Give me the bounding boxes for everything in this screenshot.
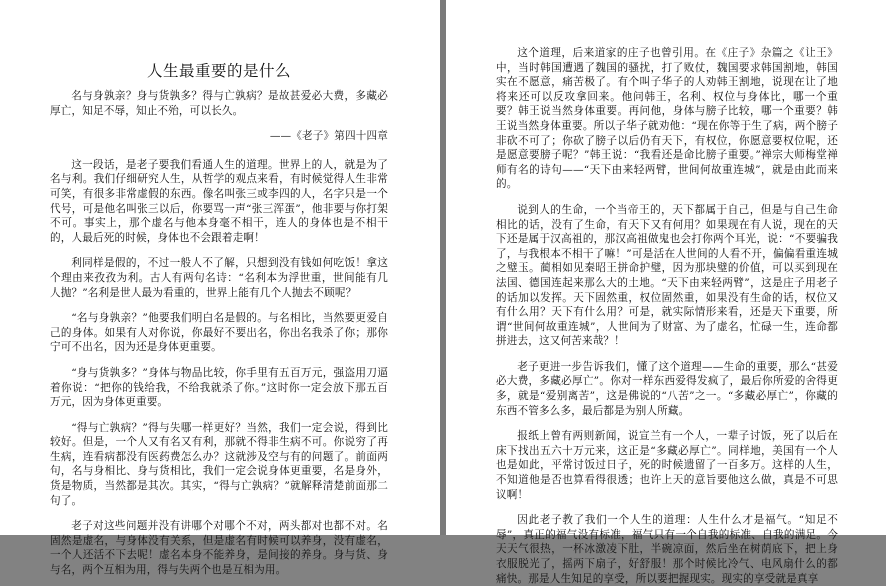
body-paragraph: 这一段话，是老子要我们看通人生的道理。世界上的人，就是为了名与利。我们仔细研究人生，从哲学的观点来看，有时候觉得人生非常可笑，有很多非常虚假的东西。像名叫张三或李四的人，名字只是一个代号，可是他名叫张三以后，你要骂一声“张三浑蛋”，他非要与你打架不可。事实上，那个虚名与他本身毫不相干，连人的身体也是不相干的，人最后死的时候，身体也不会跟着走啊！	[50, 158, 388, 244]
body-paragraph: 这个道理，后来道家的庄子也曾引用。在《庄子》杂篇之《让王》中，当时韩国遭遇了魏国的骚扰，打了败仗，魏国要求韩国割地，韩国实在不愿意，痛苦极了。有个叫子华子的人劝韩王割地，说现在让了地将来还可以反攻拿回来。他问韩王，名利、权位与身体比，哪一个重要？韩王说当然身体重要。再问他，身体与膀子比较，哪一个重要？韩王说当然身体重要。所以子华子就劝他：“现在你等于生了病，两个膀子非砍不可了；你砍了膀子以后仍有天下，有权位，你愿意要权位呢，还是愿意要膀子呢？”韩王说：“我看还是命比膀子重要。”禅宗大师梅堂禅师有名的诗句——“天下由来轻两臂，世间何故重连城”，就是由此而来的。	[496, 47, 838, 191]
left-page	[0, 0, 440, 577]
body-paragraph: 因此老子教了我们一个人生的道理：人生什么才是福气。“知足不辱”，真正的福气没有标准，福气只有一个自我的标准、自我的满足。今天天气很热，一杯冰激凌下肚，半碗凉面，然后坐在树荫底下，把上身衣服脱光了，摇两下扇子，好舒服！那个时候比冷气、电风扇什么的都痛快。那是人生知足的享受，所以要把握现实。现实的享受就是真享	[496, 514, 838, 585]
body-paragraph: 说到人的生命，一个当帝王的，天下都属于自己，但是与自己生命相比的话，没有了生命，有天下又有何用？如果现在有人说，现在的天下还是属于汉高祖的，那汉高祖做鬼也会打你两个耳光，说：“不要骗我了，与我根本不相干了嘛！”可是活在人世间的人看不开，偏偏看重连城之璧玉。蔺相如见秦昭王拼命护璧，因为那块璧的价值，可以买到现在法国、德国连起来那么大的土地。“天下由来轻两臂”，这是庄子用老子的话加以发挥。天下固然重，权位固然重，如果没有生命的话，权位又有什么用？天下有什么用？可是，就实际情形来看，还是天下重要，所谓“世间何故重连城”，人世间为了财富、为了虚名，忙碌一生，连命都拼进去，这又何苦来哉？！	[496, 203, 838, 348]
body-paragraph: “身与货孰多？”身体与物品比较，你手里有五百万元，强盗用刀逼着你说：“把你的钱给我，不给我就杀了你。”这时你一定会放下那五百万元，因为身体更重要。	[50, 366, 388, 409]
quote-source: ——《老子》第四十四章	[269, 130, 388, 143]
body-paragraph: “名与身孰亲？”他要我们明白名是假的。与名相比，当然要更爱自己的身体。如果有人对你说，你最好不要出名，你出名我杀了你；那你宁可不出名，因为还是身体更重要。	[50, 312, 388, 354]
quote-paragraph: 名与身孰亲？身与货孰多？得与亡孰病？是故甚爱必大费，多藏必厚亡，知足不辱，知止不殆，可以长久。	[50, 90, 388, 117]
page-title: 人生最重要的是什么	[146, 62, 291, 80]
body-paragraph: 老子对这些问题并没有讲哪个对哪个不对，两头都对也都不对。名固然是虚名，与身体没有关系，但是虚名有时候可以养身，没有虚名，一个人还活不下去呢！虚名本身不能养身，是间接的养身。身与货、身与名，两个互相为用，得与失两个也是互相为用。	[50, 520, 388, 577]
right-page	[446, 0, 886, 585]
body-paragraph: 报纸上曾有两则新闻，说宣兰有一个人，一辈子讨饭，死了以后在床下找出五六十万元来，这正是“多藏必厚亡”。同样地，美国有一个人也是如此，平常讨饭过日子，死的时候遗留了一百多万。这样的人生，不知道他是否也算看得很透；也许上天的意旨要他这么做，真是不可思议啊！	[496, 430, 838, 501]
body-paragraph: 老子更进一步告诉我们，懂了这个道理——生命的重要，那么“甚爱必大费，多藏必厚亡”。你对一样东西爱得发疯了，最后你所爱的舍得更多，就是“爱别离苦”，这是佛说的“八苦”之一。“多藏必厚亡”，你藏的东西不管多么多，最后都是为别人所藏。	[496, 360, 838, 417]
body-paragraph: “得与亡孰病？”得与失哪一样更好？当然，我们一定会说，得到比较好。但是，一个人又有名又有利，那就不得非生病不可。你说穷了再生病，连看病都没有医药费怎么办？这就涉及空与有的问题了。前面两句，名与身相比、身与货相比，我们一定会说身体更重要，名是身外，货是物质，当然都是其次。其实，“得与亡孰病？”就解释清楚前面那二句了。	[50, 421, 388, 507]
body-paragraph: 利同样是假的，不过一般人不了解，只想到没有钱如何吃饭！拿这个理由来孜孜为利。古人有两句名诗：“名利本为浮世重，世间能有几人抛？”名利是世人最为看重的，世界上能有几个人抛去不顾呢？	[50, 257, 388, 299]
